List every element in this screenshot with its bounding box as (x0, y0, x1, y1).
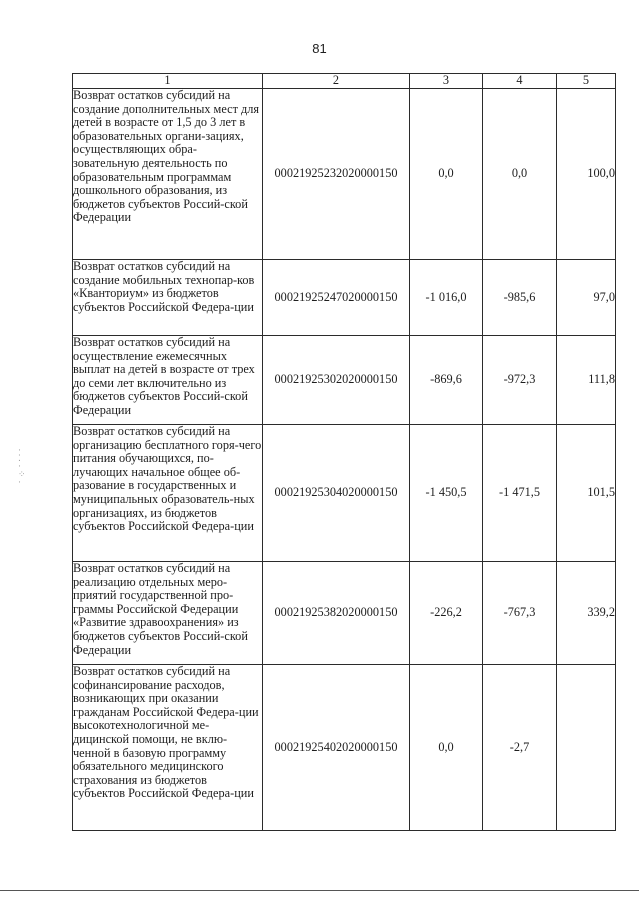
budget-table (72, 73, 616, 831)
row-code: 00021925402020000150 (263, 665, 410, 831)
row-value-col3: 0,0 (410, 665, 483, 831)
column-header-2: 2 (263, 74, 410, 89)
column-header-3: 3 (410, 74, 483, 89)
table-row (73, 425, 616, 562)
row-description: Возврат остатков субсидий на реализацию отдельных меро-приятий государственной про-граммы Российской Федерации «Развитие здравоохранения» из бюджетов субъектов Россий-ской Федерации (73, 562, 263, 665)
header-row (73, 74, 616, 89)
row-value-col3: -869,6 (410, 336, 483, 425)
column-header-5: 5 (557, 74, 616, 89)
page-number: 81 (312, 41, 327, 56)
row-value-col5 (557, 665, 616, 831)
row-value-col3: -1 450,5 (410, 425, 483, 562)
row-value-col4: -767,3 (483, 562, 557, 665)
row-description: Возврат остатков субсидий на софинансирование расходов, возникающих при оказании гражданам Российской Федера-ции высокотехнологичной ме-дицинской помощи, не вклю-ченной в базовую программу обязательного медицинского страхования из бюджетов субъектов Российской Федера-ции (73, 665, 263, 831)
row-value-col5: 101,5 (557, 425, 616, 562)
table-row (73, 336, 616, 425)
scan-specks: · ⁚ · ⁘ · (18, 445, 26, 487)
row-code: 00021925232020000150 (263, 89, 410, 260)
row-value-col3: -1 016,0 (410, 260, 483, 336)
row-value-col4: -985,6 (483, 260, 557, 336)
row-code: 00021925247020000150 (263, 260, 410, 336)
row-value-col4: 0,0 (483, 89, 557, 260)
row-code: 00021925304020000150 (263, 425, 410, 562)
row-description: Возврат остатков субсидий на осуществление ежемесячных выплат на детей в возрасте от трех до семи лет включительно из бюджетов субъектов Россий-ской Федерации (73, 336, 263, 425)
row-value-col4: -1 471,5 (483, 425, 557, 562)
row-value-col4: -972,3 (483, 336, 557, 425)
row-code: 00021925382020000150 (263, 562, 410, 665)
row-value-col5: 100,0 (557, 89, 616, 260)
column-header-4: 4 (483, 74, 557, 89)
bottom-rule (0, 890, 639, 891)
row-value-col4: -2,7 (483, 665, 557, 831)
row-value-col5: 339,2 (557, 562, 616, 665)
row-value-col5: 97,0 (557, 260, 616, 336)
row-description: Возврат остатков субсидий на создание дополнительных мест для детей в возрасте от 1,5 до 3 лет в образовательных органи-зациях, осуществляющих обра-зовательную деятельность по образовательным программам дошкольного образования, из бюджетов субъектов Россий-ской Федерации (73, 89, 263, 260)
table-row (73, 665, 616, 831)
row-description: Возврат остатков субсидий на создание мобильных технопар-ков «Кванториум» из бюджетов субъектов Российской Федера-ции (73, 260, 263, 336)
row-description: Возврат остатков субсидий на организацию бесплатного горя-чего питания обучающихся, по-лучающих начальное общее об-разование в государственных и муниципальных образователь-ных организациях, из бюджетов субъектов Российской Федера-ции (73, 425, 263, 562)
row-value-col3: -226,2 (410, 562, 483, 665)
column-header-1: 1 (73, 74, 263, 89)
row-value-col5: 111,8 (557, 336, 616, 425)
table-row (73, 562, 616, 665)
row-value-col3: 0,0 (410, 89, 483, 260)
table-row (73, 89, 616, 260)
table-row (73, 260, 616, 336)
row-code: 00021925302020000150 (263, 336, 410, 425)
